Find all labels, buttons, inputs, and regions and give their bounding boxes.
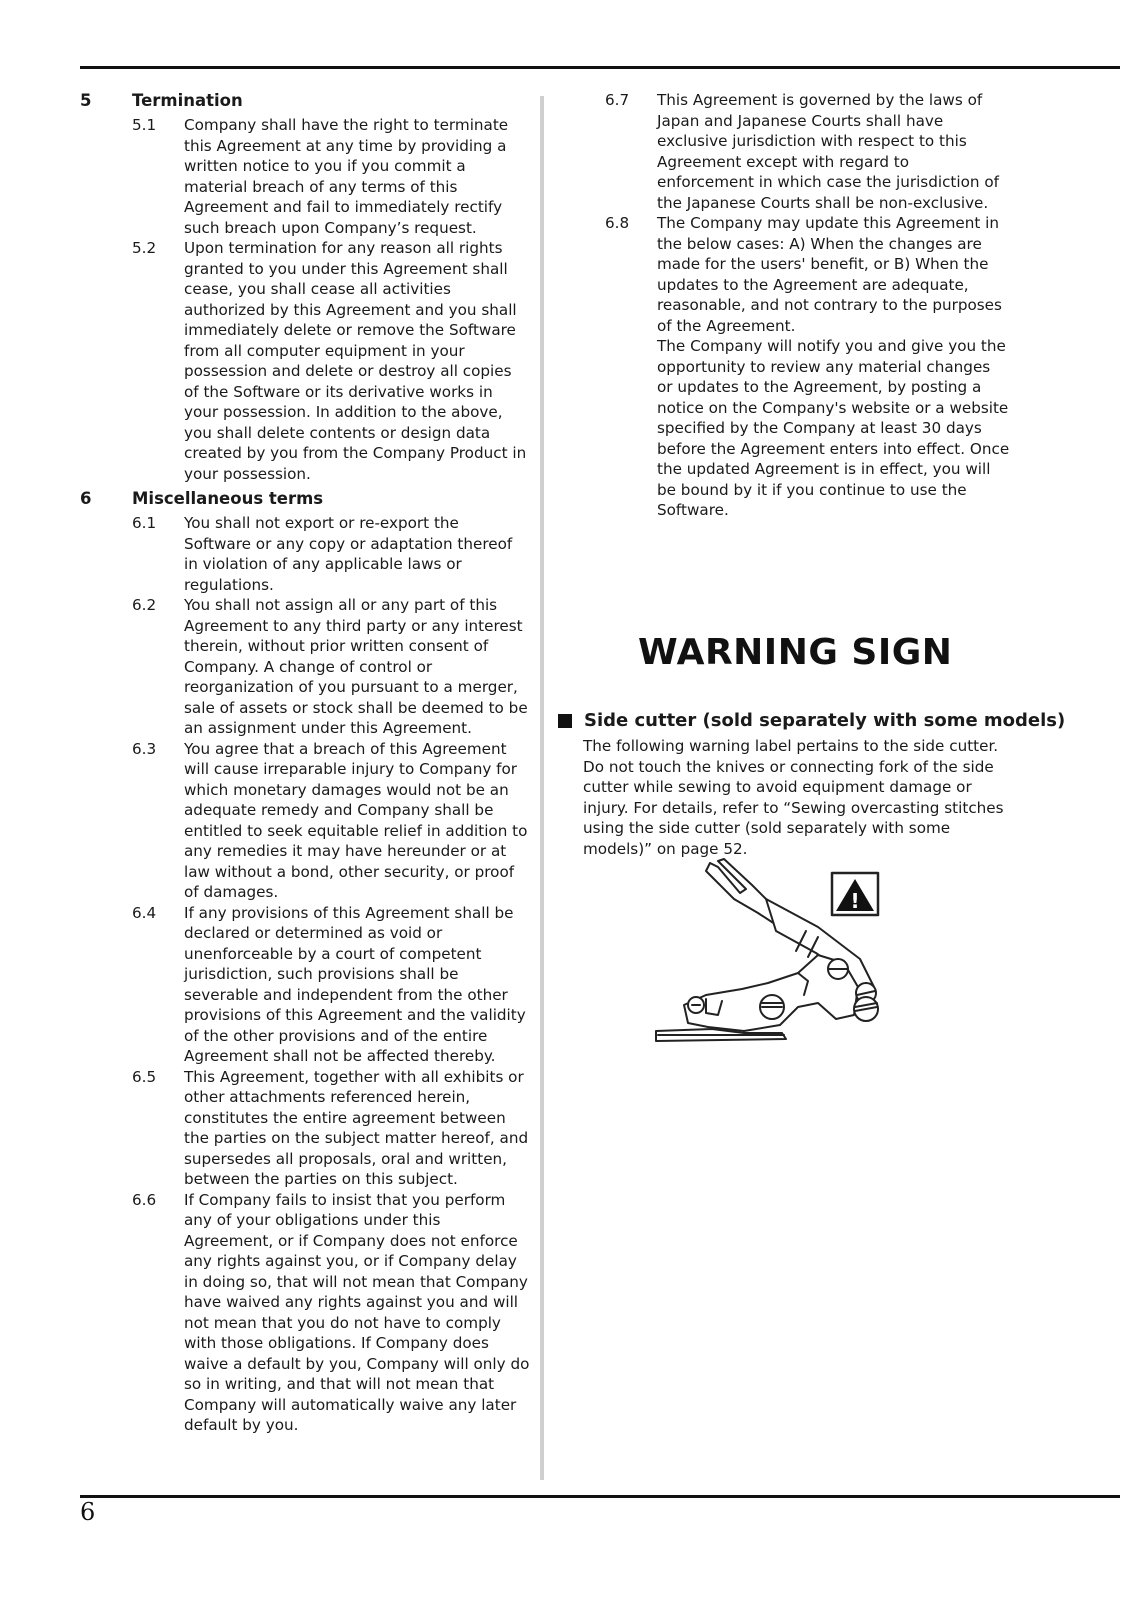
clause-6-8 [605, 213, 1010, 521]
clause-6-3 [132, 739, 530, 903]
clause-number: 5.1 [132, 116, 157, 134]
clause-5-1 [132, 115, 530, 238]
column-divider [540, 96, 544, 1480]
subheading-text: Side cutter (sold separately with some models) [584, 710, 1066, 731]
section-title: Termination [132, 91, 243, 110]
clause-text: If any provisions of this Agreement shall be declared or determined as void or unenforceable by a court of competent jurisdiction, such provisions shall be severable and independent from the other provisions of this Agreement and the validity of the other provisions and of the entire Agreement shall not be affected thereby. [184, 903, 526, 1065]
clause-6-6 [132, 1190, 530, 1436]
clause-text: This Agreement is governed by the laws of Japan and Japanese Courts shall have exclusive jurisdiction with respect to this Agreement except with regard to enforcement in which case the jurisdiction of the Japanese Courts shall be non-exclusive. [657, 91, 999, 212]
clause-6-1 [132, 513, 530, 595]
section-number: 6 [80, 489, 92, 508]
clause-6-4 [132, 903, 530, 1067]
clause-6-2 [132, 595, 530, 739]
clause-number: 6.6 [132, 1190, 157, 1209]
clause-6-5 [132, 1067, 530, 1190]
section-number: 5 [80, 91, 92, 110]
clause-5-2 [132, 238, 530, 484]
warning-symbol: ! [850, 889, 860, 913]
top-rule [80, 66, 1120, 69]
clause-text: If Company fails to insist that you perform any of your obligations under this Agreement, or if Company does not enforce any rights against you, or if Company delay in doing so, that will not mean that Company have waived any rights against you and will not mean that you do not have to comply with those obligations. If Company does waive a default by you, Company will only do so in writing, and that will not mean that Company will automatically waive any later default by you. [184, 1190, 530, 1434]
clause-text: Company shall have the right to terminate this Agreement at any time by providing a written notice to you if you commit a material breach of any terms of this Agreement and fail to immediately rectify such breach upon Company’s request. [184, 116, 509, 237]
clause-number: 6.2 [132, 596, 157, 614]
clause-text: This Agreement, together with all exhibits or other attachments referenced herein, constitutes the entire agreement between the parties on the subject matter hereof, and supersedes all proposals, oral and written, between the parties on this subject. [184, 1067, 529, 1188]
clause-text: The Company may update this Agreement in the below cases: A) When the changes are made for the users' benefit, or B) When the updates to the Agreement are adequate, reasonable, and not contrary to the purposes of the Agreement. [657, 214, 1002, 335]
clause-text: Upon termination for any reason all rights granted to you under this Agreement shall cease, you shall cease all activities authorized by this Agreement and you shall immediately delete or remove the Software from all computer equipment in your possession and delete or destroy all copies of the Software or its derivative works in your possession. In addition to the above, you shall delete contents or design data created by you from the Company Product in your possession. [184, 239, 527, 483]
clause-text-continued: The Company will notify you and give you the opportunity to review any material changes or updates to the Agreement, by posting a notice on the Company's website or a website specified by the Company at least 30 days before the Agreement enters into effect. Once the updated Agreement is in effect, you will be bound by it if you continue to use the Software. [657, 337, 1010, 519]
bullet-square-icon [558, 714, 572, 728]
clause-text-group [657, 213, 1010, 521]
clause-text: You agree that a breach of this Agreement will cause irreparable injury to Company for which monetary damages would not be an adequate remedy and Company shall be entitled to seek equitable relief in addition to any remedies it may have hereunder or at law without a bond, other security, or proof of damages. [184, 739, 528, 901]
page-number: 6 [80, 1498, 96, 1526]
clause-6-7 [605, 90, 1010, 213]
left-column [80, 90, 530, 1436]
bottom-rule [80, 1495, 1120, 1498]
clause-number: 5.2 [132, 239, 157, 257]
side-cutter-warning-text: The following warning label pertains to the side cutter. Do not touch the knives or connecting fork of the side cutter while sewing to avoid equipment damage or injury. For details, refer to “Sewing overcasting stitches using the side cutter (sold separately with some models)” on page 52. [583, 737, 1004, 858]
clause-number: 6.7 [605, 91, 630, 109]
clause-number: 6.4 [132, 903, 157, 922]
right-column [605, 90, 1010, 521]
side-cutter-illustration [648, 855, 893, 1045]
section-heading-miscellaneous [80, 488, 530, 509]
clause-number: 6.1 [132, 514, 157, 532]
clause-text: You shall not export or re-export the Software or any copy or adaptation thereof in violation of any applicable laws or regulations. [184, 514, 513, 594]
clause-text: You shall not assign all or any part of this Agreement to any third party or any interest therein, without prior written consent of Company. A change of control or reorganization of you pursuant to a merger, sale of assets or stock shall be deemed to be an assignment under this Agreement. [184, 596, 528, 737]
section-title: Miscellaneous terms [132, 489, 324, 508]
section-heading-termination [80, 90, 530, 111]
clause-number: 6.8 [605, 214, 630, 232]
clause-number: 6.5 [132, 1067, 157, 1086]
warning-sign-title: WARNING SIGN [638, 632, 953, 673]
clause-number: 6.3 [132, 739, 157, 758]
side-cutter-subheading [558, 710, 1065, 731]
